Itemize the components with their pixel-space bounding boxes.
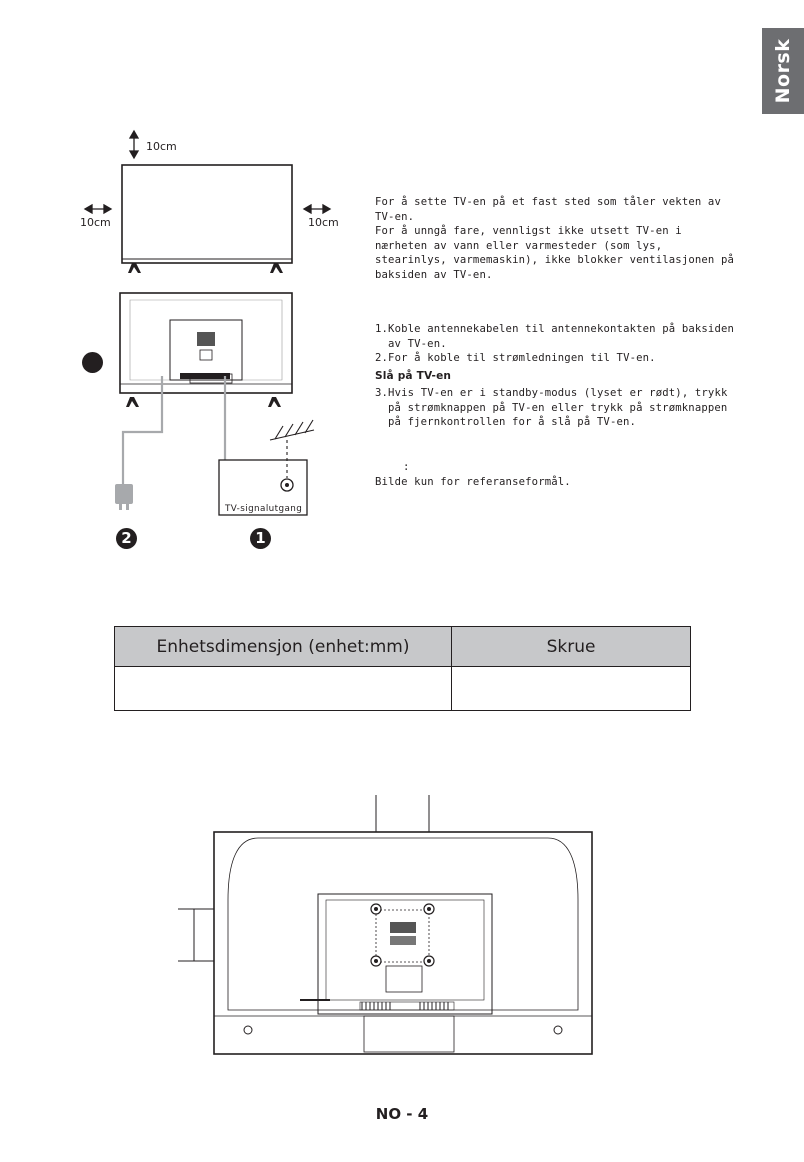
note-label: : [403, 461, 410, 473]
right-clearance-label: 10cm [308, 216, 339, 229]
tv-foot-right [270, 263, 283, 273]
spec-col-dimension-header: Enhetsdimensjon (enhet:mm) [115, 627, 452, 667]
left-clearance-arrow [85, 205, 111, 213]
tv-clearance-diagram [70, 125, 360, 285]
tv-callout-badge [82, 352, 103, 373]
top-clearance-label: 10cm [146, 140, 177, 153]
spec-col-screw-header: Skrue [452, 627, 691, 667]
page-number: NO - 4 [375, 1105, 429, 1123]
connection-steps [375, 322, 735, 430]
right-clearance-arrow [304, 205, 330, 213]
spec-table [114, 626, 691, 711]
note-block [375, 460, 735, 489]
callout-2-badge: 2 [116, 528, 137, 549]
spec-dimension-cell [115, 667, 452, 711]
placement-text [375, 195, 735, 282]
power-on-heading: Slå på TV-en [375, 369, 452, 382]
left-clearance-label: 10cm [80, 216, 111, 229]
wall-mount-diagram [170, 790, 610, 1060]
callout-1-badge: 1 [250, 528, 271, 549]
spec-table-header-row [115, 627, 691, 667]
step-3-text: 3.Hvis TV-en er i standby-modus (lyset er rødt), trykk på strømknappen på TV-en eller trykk på strømknappen på fjernkontrollen for å slå på TV-en. [375, 387, 728, 428]
tv-foot-left [128, 263, 141, 273]
power-plug-icon [115, 484, 133, 504]
note-text: Bilde kun for referanseformål. [375, 475, 571, 488]
step-1-text: 1.Koble antennekabelen til antennekontakten på baksiden av TV-en. [375, 323, 735, 350]
table-row [115, 667, 691, 711]
top-clearance-arrow [130, 131, 138, 158]
placement-line-1: For å sette TV-en på et fast sted som tåler vekten av TV-en. [375, 196, 721, 223]
language-tab [762, 28, 804, 114]
step-2-text: 2.For å koble til strømledningen til TV-en. [375, 352, 656, 364]
tv-front-screen [122, 165, 292, 263]
language-tab-label: Norsk [772, 38, 794, 104]
placement-line-2: For å unngå fare, vennligst ikke utsett TV-en i nærheten av vann eller varmesteder (som lys, stearinlys, varmemaskin), ikke blokker ventilasjonen på baksiden av TV-en. [375, 225, 735, 281]
signal-output-label: TV-signalutgang [225, 504, 303, 514]
spec-screw-cell [452, 667, 691, 711]
